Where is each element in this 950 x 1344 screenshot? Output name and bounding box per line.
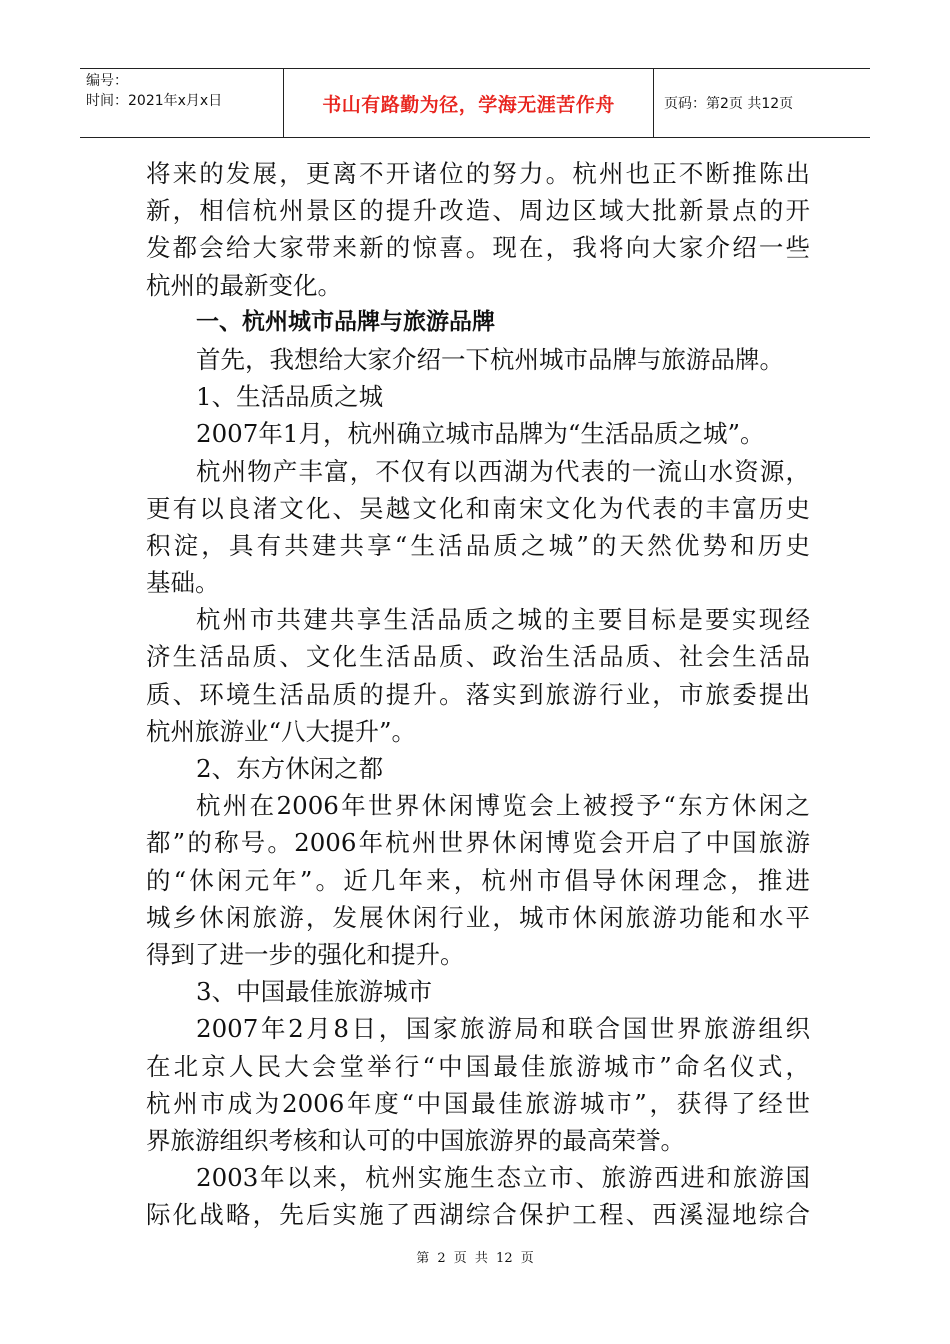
text-line: 2007年1月，杭州确立城市品牌为“生活品质之城”。 bbox=[196, 419, 765, 449]
text-line: 济生活品质、文化生活品质、政治生活品质、社会生活品 bbox=[146, 642, 810, 672]
subsection-heading: 3、中国最佳旅游城市 bbox=[196, 977, 433, 1007]
page-header bbox=[80, 68, 870, 138]
text-line: 更有以良渚文化、吴越文化和南宋文化为代表的丰富历史 bbox=[146, 493, 810, 523]
subsection-heading: 1、生活品质之城 bbox=[196, 382, 384, 412]
document-body bbox=[146, 155, 810, 1233]
document-date: 时间：2021年x月x日 bbox=[86, 93, 223, 109]
text-line: 都”的称号。2006年杭州世界休闲博览会开启了中国旅游 bbox=[146, 828, 810, 858]
text-line: 杭州市共建共享生活品质之城的主要目标是要实现经 bbox=[196, 605, 810, 635]
text-line: 杭州旅游业“八大提升”。 bbox=[146, 716, 417, 746]
text-line: 杭州的最新变化。 bbox=[146, 270, 342, 300]
document-number: 编号： bbox=[86, 73, 128, 89]
text-line: 城乡休闲旅游，发展休闲行业，城市休闲旅游功能和水平 bbox=[146, 902, 810, 932]
text-line: 将来的发展，更离不开诸位的努力。杭州也正不断推陈出 bbox=[146, 159, 810, 188]
page-number-label: 页码：第2页 共12页 bbox=[664, 96, 794, 112]
text-line: 的“休闲元年”。近几年来，杭州市倡导休闲理念，推进 bbox=[146, 865, 810, 895]
text-line: 基础。 bbox=[146, 568, 220, 598]
text-line: 杭州在2006年世界休闲博览会上被授予“东方休闲之 bbox=[196, 791, 810, 821]
footer-page-number: 第 2 页 共 12 页 bbox=[416, 1251, 534, 1266]
text-line: 在北京人民大会堂举行“中国最佳旅游城市”命名仪式， bbox=[146, 1051, 810, 1081]
subsection-heading: 2、东方休闲之都 bbox=[196, 754, 384, 783]
text-line: 2003年以来，杭州实施生态立市、旅游西进和旅游国 bbox=[196, 1163, 810, 1193]
text-line: 杭州物产丰富，不仅有以西湖为代表的一流山水资源， bbox=[196, 456, 810, 486]
header-motto-cell bbox=[284, 69, 654, 137]
text-line: 界旅游组织考核和认可的中国旅游界的最高荣誉。 bbox=[146, 1125, 685, 1155]
text-line: 得到了进一步的强化和提升。 bbox=[146, 939, 465, 969]
text-line: 杭州市成为2006年度“中国最佳旅游城市”，获得了经世 bbox=[146, 1088, 810, 1118]
section-heading: 一、杭州城市品牌与旅游品牌 bbox=[196, 308, 495, 335]
text-line: 2007年2月8日，国家旅游局和联合国世界旅游组织 bbox=[196, 1014, 810, 1044]
header-motto: 书山有路勤为径，学海无涯苦作舟 bbox=[322, 93, 615, 116]
text-line: 际化战略，先后实施了西湖综合保护工程、西溪湿地综合 bbox=[146, 1200, 810, 1230]
page-footer bbox=[0, 1247, 950, 1266]
text-line: 发都会给大家带来新的惊喜。现在，我将向大家介绍一些 bbox=[146, 233, 810, 263]
header-meta bbox=[80, 69, 284, 137]
header-page-info bbox=[654, 69, 870, 137]
text-line: 质、环境生活品质的提升。落实到旅游行业，市旅委提出 bbox=[146, 679, 810, 709]
text-line: 新，相信杭州景区的提升改造、周边区域大批新景点的开 bbox=[146, 196, 810, 226]
text-line: 积淀，具有共建共享“生活品质之城”的天然优势和历史 bbox=[146, 530, 810, 560]
text-line: 首先，我想给大家介绍一下杭州城市品牌与旅游品牌。 bbox=[196, 344, 784, 374]
